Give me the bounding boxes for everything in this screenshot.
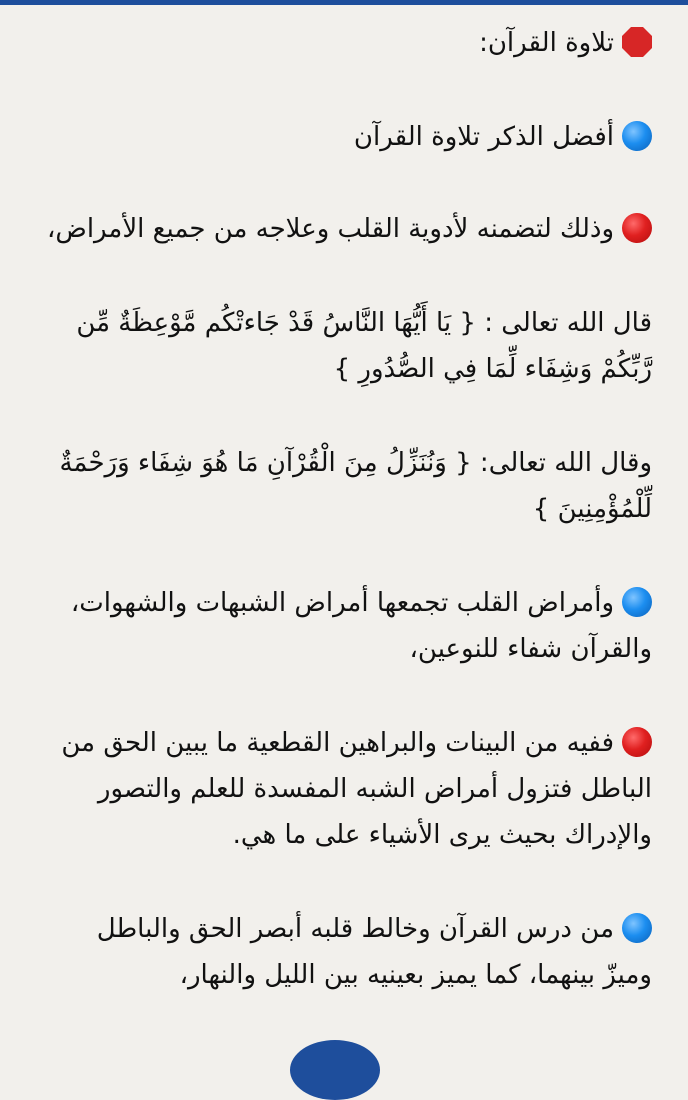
paragraph-text: أفضل الذكر تلاوة القرآن [353,122,614,152]
paragraph [40,114,652,160]
bottom-nav-badge[interactable] [290,1040,380,1100]
red-dot-icon [622,213,652,243]
paragraph-text: من درس القرآن وخالط قلبه أبصر الحق والباطل وميزّ بينهما، كما يميز بعينيه بين الليل والنهار، [96,914,652,990]
quran-quote [40,300,652,392]
paragraph [40,906,652,998]
top-accent-bar [0,0,688,5]
paragraph-text: قال الله تعالى : { يَا أَيُّهَا النَّاسُ قَدْ جَاءتْكُم مَّوْعِظَةٌ مِّن رَّبِّكُمْ وَشِفَاء لِّمَا فِي الصُّدُورِ } [76,308,652,384]
quran-quote [40,440,652,532]
paragraph-text: تلاوة القرآن: [479,28,614,58]
paragraph-text: ففيه من البينات والبراهين القطعية ما يبين الحق من الباطل فتزول أمراض الشبه المفسدة للعلم والتصور والإدراك بحيث يرى الأشياء على ما هي. [61,728,652,850]
red-dot-icon [622,727,652,757]
article-content [40,20,652,1046]
paragraph [40,580,652,672]
paragraph-text: وقال الله تعالى: { وَنُنَزِّلُ مِنَ الْقُرْآنِ مَا هُوَ شِفَاء وَرَحْمَةٌ لِّلْمُؤْمِنِينَ } [59,448,652,524]
blue-dot-icon [622,121,652,151]
paragraph [40,206,652,252]
octagon-icon [622,27,652,57]
paragraph-heading [40,20,652,66]
paragraph-text: وذلك لتضمنه لأدوية القلب وعلاجه من جميع الأمراض، [47,214,614,244]
paragraph [40,720,652,858]
paragraph-text: وأمراض القلب تجمعها أمراض الشبهات والشهوات، والقرآن شفاء للنوعين، [70,588,652,664]
blue-dot-icon [622,913,652,943]
blue-dot-icon [622,587,652,617]
